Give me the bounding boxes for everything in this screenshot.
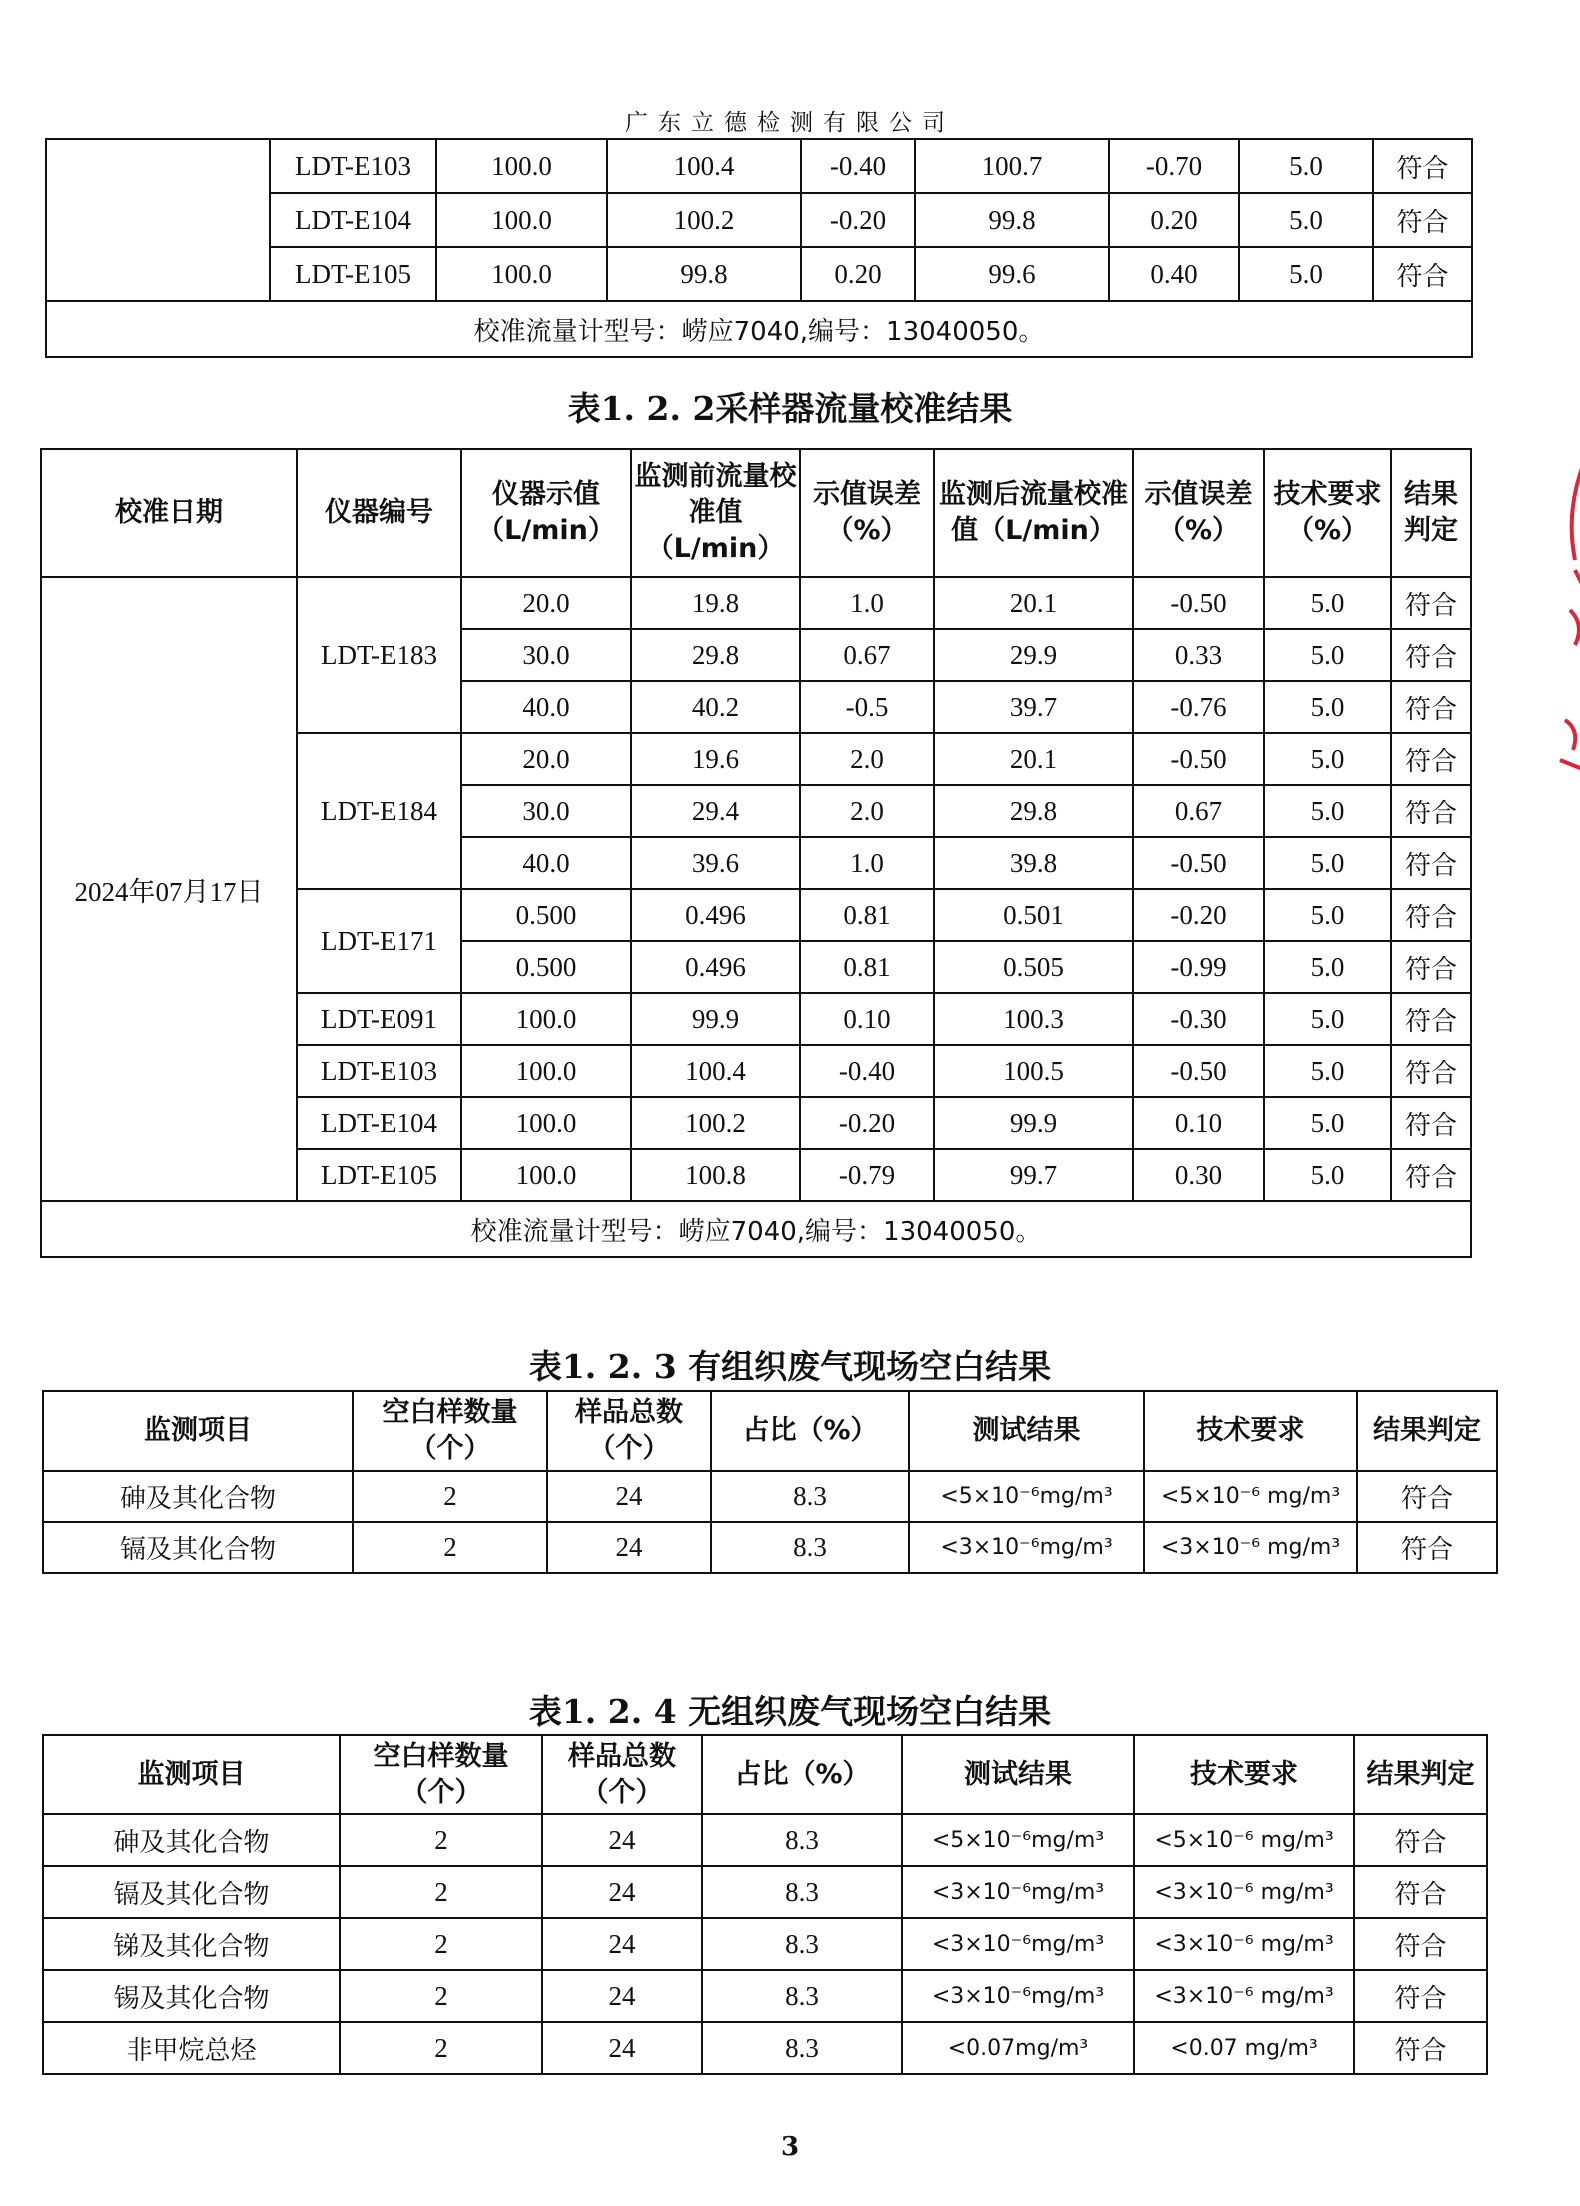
table-cell: 8.3 [702, 1918, 902, 1970]
instrument-id: LDT-E184 [297, 733, 461, 889]
unorganized-waste-gas-blank-table [42, 1734, 1488, 2075]
table-cell: 39.7 [934, 681, 1133, 733]
table-cell: 100.0 [461, 993, 631, 1045]
header-row [41, 449, 1471, 577]
table-cell: 符合 [1373, 247, 1472, 301]
table-cell: 5.0 [1264, 629, 1391, 681]
table-cell: 100.0 [461, 1149, 631, 1201]
column-header: 空白样数量（个） [353, 1391, 547, 1471]
table-cell: <3×10⁻⁶mg/m³ [909, 1522, 1144, 1573]
column-header: 仪器示值（L/min） [461, 449, 631, 577]
table-cell: 符合 [1391, 837, 1471, 889]
table-cell: 5.0 [1264, 889, 1391, 941]
table-cell: -0.40 [800, 1045, 934, 1097]
instrument-id: LDT-E103 [297, 1045, 461, 1097]
table-cell: 5.0 [1239, 247, 1373, 301]
table-cell: 符合 [1354, 1970, 1487, 2022]
calibration-note: 校准流量计型号：崂应7040,编号：13040050。 [41, 1201, 1471, 1257]
table-cell: <0.07mg/m³ [902, 2022, 1134, 2074]
table-cell: 20.0 [461, 733, 631, 785]
table-cell: 5.0 [1264, 993, 1391, 1045]
column-header: 样品总数（个） [547, 1391, 711, 1471]
table-cell: 100.7 [915, 139, 1109, 193]
column-header: 测试结果 [909, 1391, 1144, 1471]
table-cell: 39.8 [934, 837, 1133, 889]
table-cell: 0.501 [934, 889, 1133, 941]
table-cell: 5.0 [1264, 1097, 1391, 1149]
table-cell: 20.1 [934, 733, 1133, 785]
table-cell: 29.8 [631, 629, 800, 681]
table-cell: 99.9 [934, 1097, 1133, 1149]
table-cell: <3×10⁻⁶mg/m³ [902, 1970, 1134, 2022]
table-cell: 0.40 [1109, 247, 1239, 301]
table-cell: 100.0 [436, 193, 607, 247]
table-cell: 0.33 [1133, 629, 1264, 681]
column-header: 技术要求 [1134, 1735, 1354, 1814]
table-cell: 锡及其化合物 [43, 1970, 340, 2022]
table-cell: 符合 [1391, 681, 1471, 733]
table-cell: 0.81 [800, 889, 934, 941]
table-cell: 5.0 [1239, 139, 1373, 193]
table-row [43, 1814, 1487, 1866]
table-cell: -0.50 [1133, 577, 1264, 629]
table-cell: 99.6 [915, 247, 1109, 301]
table-cell: <0.07 mg/m³ [1134, 2022, 1354, 2074]
page-number: 3 [780, 2132, 800, 2162]
table-cell: 0.67 [800, 629, 934, 681]
column-header: 仪器编号 [297, 449, 461, 577]
table-cell: 非甲烷总烃 [43, 2022, 340, 2074]
table-cell: -0.20 [800, 1097, 934, 1149]
table-cell: -0.20 [1133, 889, 1264, 941]
table-title-1-2-3: 表1. 2. 3 有组织废气现场空白结果 [528, 1347, 1052, 1386]
table-cell: 符合 [1373, 193, 1472, 247]
table-cell: 0.20 [1109, 193, 1239, 247]
table-cell: 2.0 [800, 733, 934, 785]
table-cell: 2 [353, 1471, 547, 1522]
table-row [46, 139, 1472, 193]
table-cell: 99.8 [607, 247, 801, 301]
table-cell: 0.81 [800, 941, 934, 993]
table-cell: 符合 [1391, 785, 1471, 837]
table-cell: 5.0 [1264, 681, 1391, 733]
table-cell: -0.20 [801, 193, 915, 247]
table-cell: 40.0 [461, 681, 631, 733]
table-cell: -0.79 [800, 1149, 934, 1201]
table-cell: 5.0 [1264, 837, 1391, 889]
column-header: 技术要求（%） [1264, 449, 1391, 577]
column-header: 结果判定 [1357, 1391, 1497, 1471]
table-cell: 镉及其化合物 [43, 1866, 340, 1918]
column-header: 示值误差（%） [1133, 449, 1264, 577]
table-cell: 24 [542, 1814, 702, 1866]
table-cell: 5.0 [1239, 193, 1373, 247]
table-cell: 100.4 [607, 139, 801, 193]
table-cell: 8.3 [711, 1471, 909, 1522]
column-header: 示值误差（%） [800, 449, 934, 577]
table-cell: 24 [542, 1970, 702, 2022]
header-row [43, 1735, 1487, 1814]
sampler-flow-calibration-table [40, 448, 1472, 1258]
table-cell: 24 [547, 1471, 711, 1522]
table-cell: 40.2 [631, 681, 800, 733]
table-cell: 镉及其化合物 [43, 1522, 353, 1573]
table-title-1-2-4: 表1. 2. 4 无组织废气现场空白结果 [528, 1692, 1052, 1731]
column-header: 测试结果 [902, 1735, 1134, 1814]
table-cell: 符合 [1391, 1097, 1471, 1149]
table-cell: 8.3 [702, 1970, 902, 2022]
table-cell: 19.8 [631, 577, 800, 629]
table-cell: 5.0 [1264, 1149, 1391, 1201]
table-row [43, 1866, 1487, 1918]
table-cell: 2 [340, 1814, 542, 1866]
table-cell: 8.3 [702, 1866, 902, 1918]
table-row [43, 1471, 1497, 1522]
instrument-id: LDT-E091 [297, 993, 461, 1045]
header-row [43, 1391, 1497, 1471]
table-cell: 99.9 [631, 993, 800, 1045]
table-cell: 0.30 [1133, 1149, 1264, 1201]
table-cell: -0.50 [1133, 1045, 1264, 1097]
table-cell: 19.6 [631, 733, 800, 785]
table-cell: 99.7 [934, 1149, 1133, 1201]
table-cell: 符合 [1354, 1918, 1487, 1970]
table-cell: 0.20 [801, 247, 915, 301]
table-cell: 0.496 [631, 941, 800, 993]
column-header: 监测后流量校准值（L/min） [934, 449, 1133, 577]
table-cell: 5.0 [1264, 733, 1391, 785]
table-cell: 0.10 [1133, 1097, 1264, 1149]
table-cell: 符合 [1373, 139, 1472, 193]
organized-waste-gas-blank-table [42, 1390, 1498, 1574]
table-cell: -0.30 [1133, 993, 1264, 1045]
table-cell: -0.40 [801, 139, 915, 193]
table-cell: 砷及其化合物 [43, 1814, 340, 1866]
column-header: 空白样数量（个） [340, 1735, 542, 1814]
table-cell: -0.50 [1133, 837, 1264, 889]
table-cell: 0.496 [631, 889, 800, 941]
table-cell: 符合 [1354, 1866, 1487, 1918]
table-row [43, 1970, 1487, 2022]
table-cell: 24 [542, 1866, 702, 1918]
table-cell: 29.4 [631, 785, 800, 837]
table-cell: 8.3 [702, 1814, 902, 1866]
table-cell: 1.0 [800, 837, 934, 889]
table-cell: 100.0 [461, 1045, 631, 1097]
table-cell: 24 [542, 2022, 702, 2074]
table-cell: 符合 [1357, 1522, 1497, 1573]
instrument-id: LDT-E105 [297, 1149, 461, 1201]
table-cell: 8.3 [711, 1522, 909, 1573]
table-cell: 1.0 [800, 577, 934, 629]
instrument-id: LDT-E104 [297, 1097, 461, 1149]
table-row [43, 1522, 1497, 1573]
table-cell: 锑及其化合物 [43, 1918, 340, 1970]
table-cell: 5.0 [1264, 1045, 1391, 1097]
table-cell: 39.6 [631, 837, 800, 889]
table-cell: 符合 [1391, 1149, 1471, 1201]
column-header: 占比（%） [711, 1391, 909, 1471]
table-cell: -0.5 [800, 681, 934, 733]
table-cell: <3×10⁻⁶ mg/m³ [1134, 1866, 1354, 1918]
instrument-id: LDT-E183 [297, 577, 461, 733]
table-cell: 24 [542, 1918, 702, 1970]
table-cell: <3×10⁻⁶ mg/m³ [1134, 1970, 1354, 2022]
table-row [43, 1918, 1487, 1970]
merged-date-cell [46, 139, 270, 301]
stamp-fragment [1545, 450, 1580, 780]
table-cell: 符合 [1391, 577, 1471, 629]
table-cell: 100.4 [631, 1045, 800, 1097]
table-cell: 0.10 [800, 993, 934, 1045]
table-cell: 30.0 [461, 629, 631, 681]
column-header: 校准日期 [41, 449, 297, 577]
table-cell: 符合 [1391, 941, 1471, 993]
calibration-note: 校准流量计型号：崂应7040,编号：13040050。 [46, 301, 1472, 357]
table-cell: <3×10⁻⁶ mg/m³ [1134, 1918, 1354, 1970]
table-cell: 符合 [1357, 1471, 1497, 1522]
table-cell: <5×10⁻⁶ mg/m³ [1144, 1471, 1357, 1522]
table-cell: 2 [353, 1522, 547, 1573]
instrument-id: LDT-E171 [297, 889, 461, 993]
table-row [41, 577, 1471, 629]
table-cell: <3×10⁻⁶ mg/m³ [1144, 1522, 1357, 1573]
table-cell: 100.8 [631, 1149, 800, 1201]
table-cell: 符合 [1391, 629, 1471, 681]
table-cell: <3×10⁻⁶mg/m³ [902, 1866, 1134, 1918]
table-cell: 2 [340, 1866, 542, 1918]
table-cell: 符合 [1354, 2022, 1487, 2074]
table-title-1-2-2: 表1. 2. 2采样器流量校准结果 [567, 389, 1013, 428]
table-cell: 20.0 [461, 577, 631, 629]
table-cell: -0.70 [1109, 139, 1239, 193]
table-cell: -0.99 [1133, 941, 1264, 993]
table-cell: <5×10⁻⁶ mg/m³ [1134, 1814, 1354, 1866]
column-header: 结果判定 [1391, 449, 1471, 577]
calibration-table-continued [45, 138, 1473, 358]
note-row [46, 301, 1472, 357]
table-cell: <3×10⁻⁶mg/m³ [902, 1918, 1134, 1970]
column-header: 技术要求 [1144, 1391, 1357, 1471]
company-header: 广东立德检测有限公司 [625, 110, 955, 136]
column-header: 结果判定 [1354, 1735, 1487, 1814]
table-cell: 2 [340, 1970, 542, 2022]
table-cell: 5.0 [1264, 577, 1391, 629]
table-cell: 100.0 [436, 139, 607, 193]
table-cell: 5.0 [1264, 785, 1391, 837]
column-header: 占比（%） [702, 1735, 902, 1814]
table-cell: 100.0 [461, 1097, 631, 1149]
table-cell: LDT-E104 [270, 193, 436, 247]
table-cell: 2 [340, 2022, 542, 2074]
table-cell: 100.0 [436, 247, 607, 301]
table-cell: 符合 [1391, 733, 1471, 785]
table-cell: 2 [340, 1918, 542, 1970]
table-cell: 20.1 [934, 577, 1133, 629]
column-header: 监测项目 [43, 1735, 340, 1814]
table-cell: LDT-E105 [270, 247, 436, 301]
table-cell: 24 [547, 1522, 711, 1573]
table-cell: 0.505 [934, 941, 1133, 993]
table-cell: 0.67 [1133, 785, 1264, 837]
table-cell: -0.76 [1133, 681, 1264, 733]
table-cell: 砷及其化合物 [43, 1471, 353, 1522]
table-cell: -0.50 [1133, 733, 1264, 785]
table-cell: 符合 [1391, 993, 1471, 1045]
column-header: 样品总数（个） [542, 1735, 702, 1814]
note-row [41, 1201, 1471, 1257]
table-cell: 40.0 [461, 837, 631, 889]
table-cell: 100.2 [607, 193, 801, 247]
table-cell: 30.0 [461, 785, 631, 837]
table-cell: 100.2 [631, 1097, 800, 1149]
table-cell: 5.0 [1264, 941, 1391, 993]
table-cell: 100.5 [934, 1045, 1133, 1097]
table-cell: 8.3 [702, 2022, 902, 2074]
table-cell: <5×10⁻⁶mg/m³ [909, 1471, 1144, 1522]
column-header: 监测项目 [43, 1391, 353, 1471]
table-row [43, 2022, 1487, 2074]
table-cell: 29.8 [934, 785, 1133, 837]
table-cell: 99.8 [915, 193, 1109, 247]
table-cell: 符合 [1391, 1045, 1471, 1097]
table-cell: 0.500 [461, 889, 631, 941]
calibration-date: 2024年07月17日 [41, 577, 297, 1201]
table-cell: 2.0 [800, 785, 934, 837]
table-cell: 100.3 [934, 993, 1133, 1045]
table-cell: <5×10⁻⁶mg/m³ [902, 1814, 1134, 1866]
column-header: 监测前流量校准值（L/min） [631, 449, 800, 577]
table-cell: 0.500 [461, 941, 631, 993]
table-cell: LDT-E103 [270, 139, 436, 193]
table-cell: 29.9 [934, 629, 1133, 681]
table-cell: 符合 [1354, 1814, 1487, 1866]
table-cell: 符合 [1391, 889, 1471, 941]
